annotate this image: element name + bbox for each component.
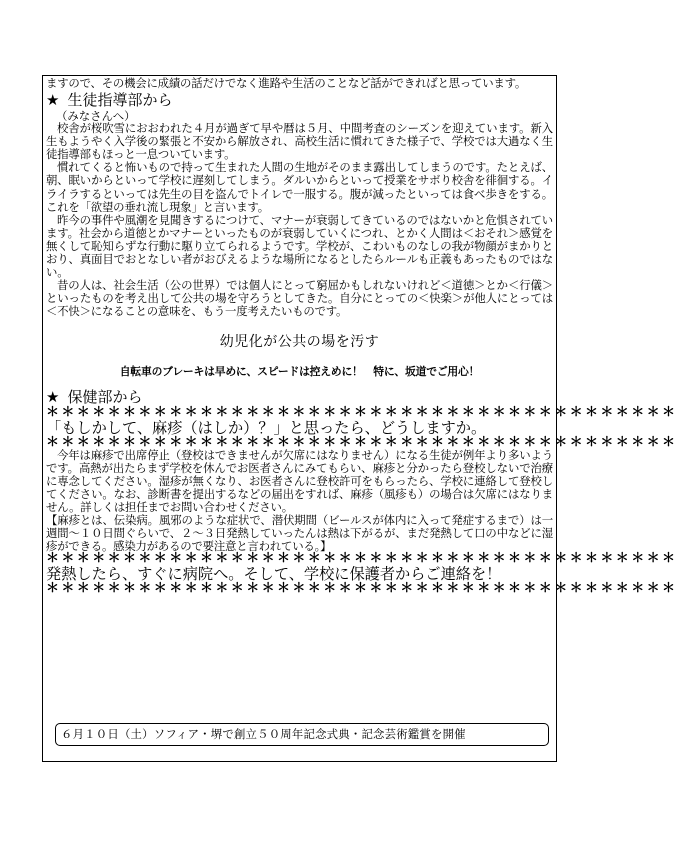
asterisk-divider: ＊＊＊＊＊＊＊＊＊＊＊＊＊＊＊＊＊＊＊＊＊＊＊＊＊＊＊＊＊＊＊＊＊＊＊＊＊＊＊＊＊: [46, 551, 677, 567]
asterisk-divider: ＊＊＊＊＊＊＊＊＊＊＊＊＊＊＊＊＊＊＊＊＊＊＊＊＊＊＊＊＊＊＊＊＊＊＊＊＊＊＊＊＊: [46, 581, 677, 597]
measles-definition: 【麻疹とは、伝染病。風邪のような症状で、潜伏期間（ビールスが体内に入って発症するまで）は一週間〜１０日間ぐらいで、２〜３日発熱していったんは熱は下がるが、まだ発熱して口の中などに湿疹ができる。感染力があるので要注意と言われている。】: [46, 512, 553, 554]
fever-closing: 発熱したら、すぐに病院へ。そして、学校に保護者からご連絡を！: [46, 565, 502, 584]
measles-question: 「もしかして、麻疹（はしか）？」と思ったら、どうしますか。: [46, 418, 487, 437]
asterisk-divider: ＊＊＊＊＊＊＊＊＊＊＊＊＊＊＊＊＊＊＊＊＊＊＊＊＊＊＊＊＊＊＊＊＊＊＊＊＊＊＊＊＊: [46, 434, 677, 450]
guidance-heading-text: 生徒指導部から: [67, 91, 173, 110]
anniversary-notice: ６月１０日（土）ソフィア・堺で創立５０周年記念式典・記念芸術鑑賞を開催: [55, 723, 549, 746]
newsletter-content: [46, 76, 677, 597]
guidance-paragraph: 校舎が桜吹雪におおわれた４月が過ぎて早や暦は５月、中間考査のシーズンを迎えています。新入生もようやく入学後の緊張と不安から解放され、高校生活に慣れてきた様子で、学校では大過なく生徒指導部もほっと一息ついています。: [46, 121, 553, 162]
guidance-paragraph: 昨今の事件や風潮を見聞きするにつけて、マナーが衰弱してきているのではないかと危惧されています。社会から道徳とかマナーといったものが衰弱していくにつれ、とかく人間は＜おそれ＞感覚を無くして恥知らずな行動に駆り立てられるようです。学校が、こわいものなしの我が物顔がまかりとおり、真面目でおとなしい者がおびえるような場所になるとしたらルールも正義もあったものではない。: [46, 212, 553, 280]
measles-paragraph: 今年は麻疹で出席停止（登校はできませんが欠席にはなりません）になる生徒が例年より多いようです。高熱が出たらまず学校を休んでお医者さんにみてもらい、麻疹と分かったら登校しないで治療に専念してください。湿疹が無くなり、お医者さんに登校許可をもらったら、学校に連絡して登校してください。なお、診断書を提出するなどの届出をすれば、麻疹（風疹も）の場合は欠席にはなりません。詳しくは担任までお問い合わせください。: [46, 447, 553, 514]
star-icon: ★: [46, 91, 60, 110]
guidance-addressee: （みなさんへ）: [56, 109, 136, 124]
intro-paragraph: ますので、その機会に成績の話だけでなく進路や生活のことなど話ができればと思っています。: [46, 76, 527, 90]
health-heading: [46, 387, 553, 407]
guidance-slogan: 幼児化が公共の場を汚す: [219, 333, 380, 350]
guidance-paragraph: 昔の人は、社会生活（公の世界）では個人にとって窮屈かもしれないけれど＜道徳＞とか＜行儀＞といったものを考え出して公共の場を守ろうとしてきた。自分にとっての＜快楽＞が他人にとっては＜不快＞になることの意味を、もう一度考えたいものです。: [46, 278, 554, 319]
guidance-paragraph: 慣れてくると怖いもので持って生まれた人間の生地がそのまま露出してしまうのです。たとえば、朝、眠いからといって学校に遅刻してしまう。ダルいからといって授業をサボり校舎を徘徊する。イライラするといっては先生の目を盗んでトイレで一服する。腹が減ったといっては食べ歩きをする。これを「欲望の垂れ流し現象」と言います。: [46, 160, 553, 214]
star-icon: ★: [46, 387, 60, 406]
health-heading-text: 保健部から: [67, 387, 143, 406]
asterisk-divider: ＊＊＊＊＊＊＊＊＊＊＊＊＊＊＊＊＊＊＊＊＊＊＊＊＊＊＊＊＊＊＊＊＊＊＊＊＊＊＊＊＊: [46, 404, 677, 420]
guidance-heading: [46, 90, 553, 110]
bike-safety-notice: 自転車のブレーキは早めに、スピードは控えめに！ 特に、坂道でご用心！: [119, 364, 480, 378]
